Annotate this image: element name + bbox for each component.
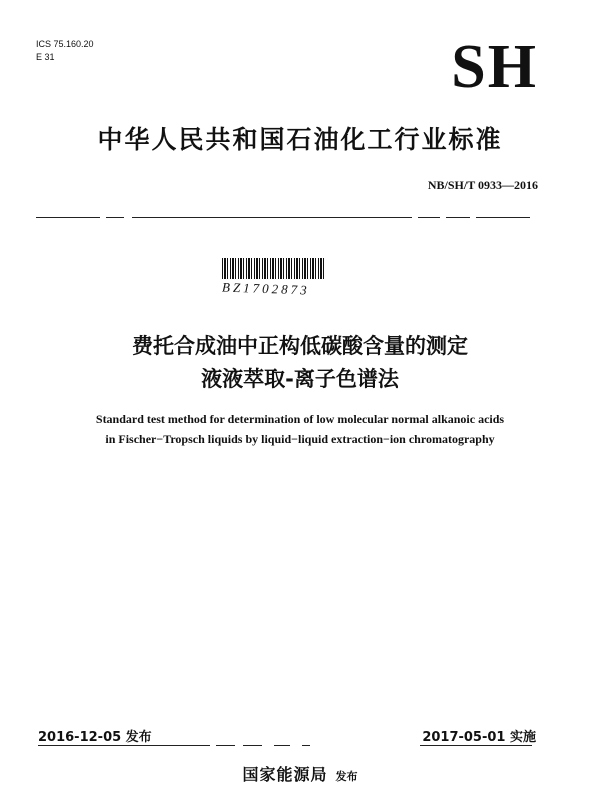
divider-gap [124,214,132,220]
divider-gap [470,214,476,220]
divider-gap [235,742,243,748]
issuer-suffix: 发布 [335,770,358,783]
footer-divider [38,745,532,746]
divider-gap [412,214,418,220]
chinese-title-line-2: 液液萃取-离子色谱法 [201,367,399,391]
standard-number: NB/SH/T 0933—2016 [427,178,538,192]
divider-gap [262,742,274,748]
ics-code: ICS 75.160.20 [36,39,94,49]
sh-logo: SH [451,33,538,101]
divider-gap [100,214,106,220]
issuer [0,762,600,785]
divider-gap [440,214,446,220]
issue-date: 2016-12-05 发布 [38,730,152,745]
divider-gap [310,742,420,748]
english-title-line-1: Standard test method for determination of low molecular normal alkanoic acids [95,412,505,426]
barcode-number: BZ1702873 [221,279,310,298]
header-divider [36,217,530,218]
chinese-title-line-1: 费托合成油中正构低碳酸含量的测定 [132,334,468,358]
english-title-line-2: in Fischer−Tropsch liquids by liquid−liquid extraction−ion chromatography [105,432,495,446]
english-title [0,409,600,449]
barcode-image [222,258,326,279]
divider-gap [210,742,216,748]
ccs-code: E 31 [36,52,55,62]
divider-gap [290,742,302,748]
classification-codes [36,38,94,64]
issuer-name: 国家能源局 [242,765,328,784]
chinese-title [0,330,600,396]
implementation-date: 2017-05-01 实施 [422,730,536,745]
organization-title: 中华人民共和国石油化工行业标准 [97,125,503,154]
